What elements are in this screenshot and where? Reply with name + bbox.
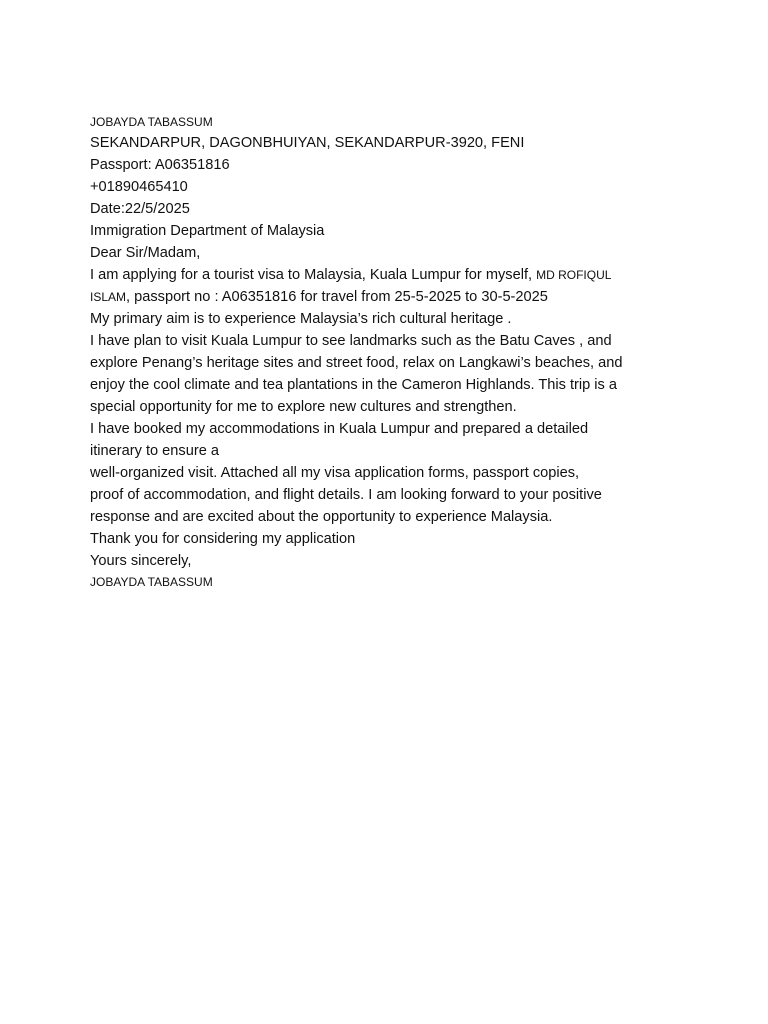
paragraph-application-line-2 [90, 286, 690, 308]
paragraph-accommodation-line: proof of accommodation, and flight details. I am looking forward to your positive [90, 487, 602, 503]
letter-date: Date:22/5/2025 [90, 201, 190, 217]
recipient: Immigration Department of Malaysia [90, 223, 325, 239]
application-text-rest: , passport no : A06351816 for travel from 25-5-2025 to 30-5-2025 [126, 289, 548, 305]
signature-name: JOBAYDA TABASSUM [90, 575, 213, 589]
paragraph-accommodation-line: I have booked my accommodations in Kuala Lumpur and prepared a detailed [90, 421, 589, 437]
closing: Yours sincerely, [90, 553, 192, 569]
paragraph-plan [90, 330, 690, 418]
paragraph-plan-line: enjoy the cool climate and tea plantations in the Cameron Highlands. This trip is a [90, 377, 618, 393]
traveler-name-part-1: MD ROFIQUL [536, 268, 612, 282]
paragraph-accommodation [90, 418, 690, 528]
paragraph-aim: My primary aim is to experience Malaysia’s rich cultural heritage . [90, 311, 512, 327]
paragraph-plan-line: I have plan to visit Kuala Lumpur to see landmarks such as the Batu Caves , and [90, 333, 612, 349]
closing-thanks: Thank you for considering my application [90, 531, 356, 547]
paragraph-accommodation-line: itinerary to ensure a [90, 443, 219, 459]
paragraph-accommodation-line: response and are excited about the opportunity to experience Malaysia. [90, 509, 553, 525]
paragraph-plan-line: explore Penang’s heritage sites and street food, relax on Langkawi’s beaches, and [90, 355, 623, 371]
paragraph-application-line-1 [90, 264, 690, 286]
letter-body [90, 112, 690, 592]
paragraph-plan-line: special opportunity for me to explore new cultures and strengthen. [90, 399, 517, 415]
paragraph-accommodation-line: well-organized visit. Attached all my visa application forms, passport copies, [90, 465, 580, 481]
application-text-start: I am applying for a tourist visa to Malaysia, Kuala Lumpur for myself, [90, 267, 537, 283]
sender-phone: +01890465410 [90, 179, 188, 195]
salutation: Dear Sir/Madam, [90, 245, 201, 261]
sender-address: SEKANDARPUR, DAGONBHUIYAN, SEKANDARPUR-3920, FENI [90, 135, 525, 151]
traveler-name-part-2: ISLAM [90, 290, 127, 304]
paragraph-application [90, 264, 690, 308]
sender-name: JOBAYDA TABASSUM [90, 115, 213, 129]
sender-passport: Passport: A06351816 [90, 157, 230, 173]
